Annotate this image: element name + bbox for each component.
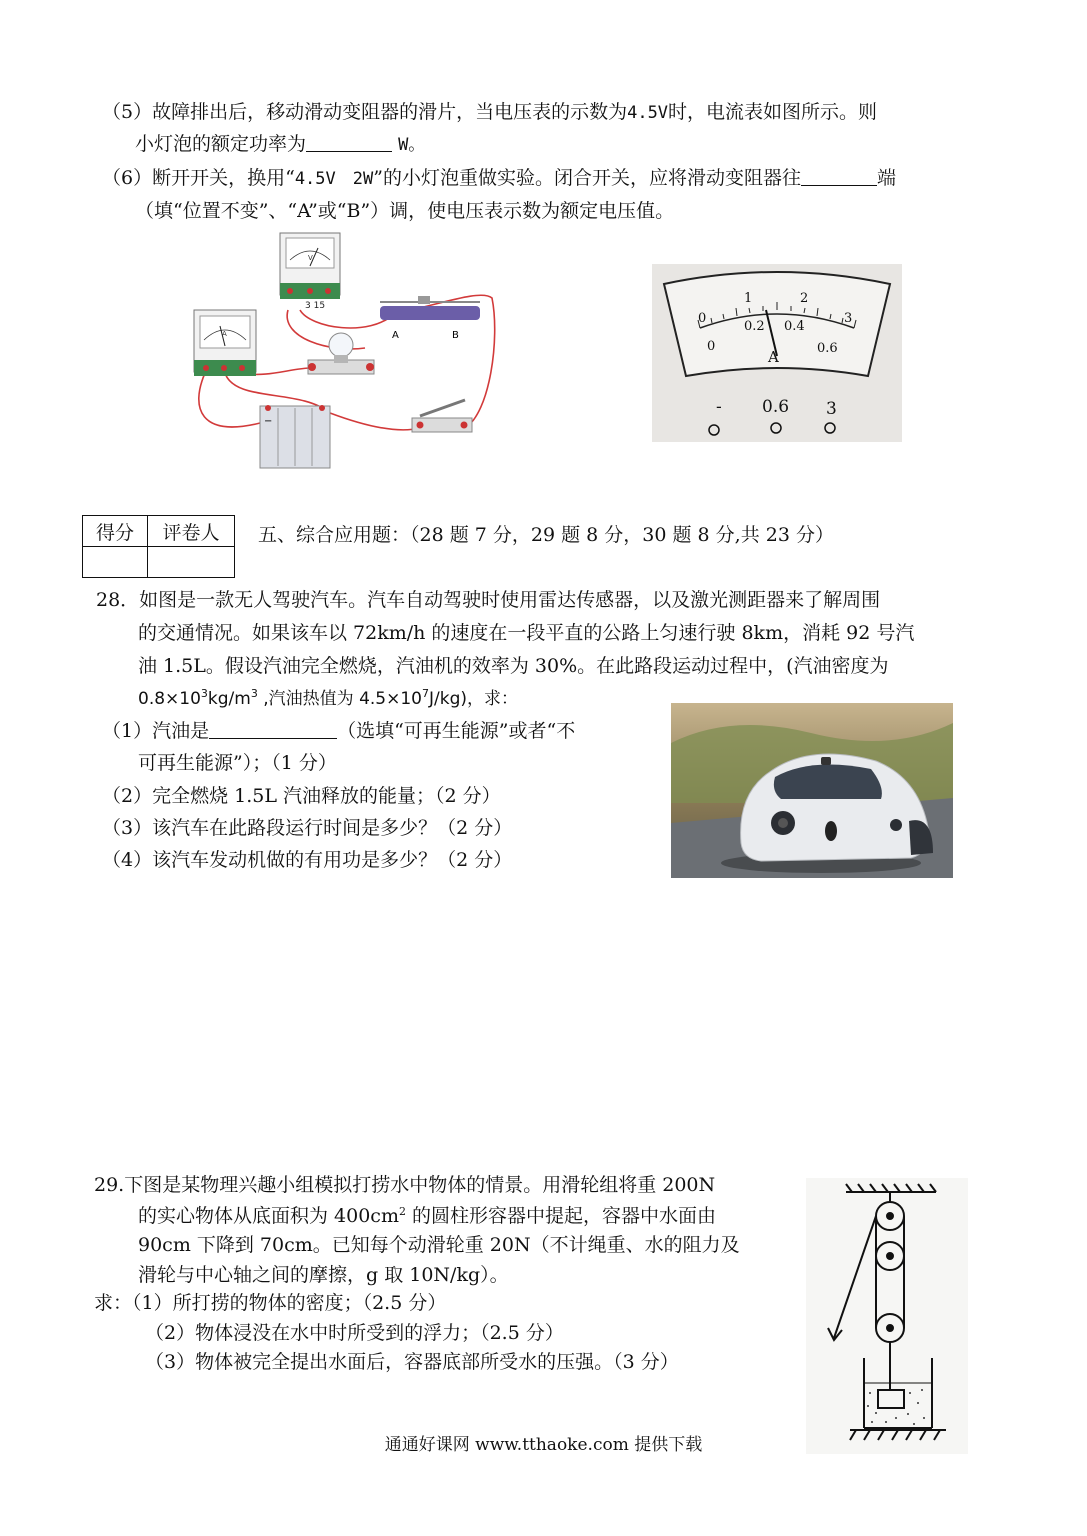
- ammeter: [194, 310, 256, 376]
- q28-line2: 的交通情况。如果该车以 72km/h 的速度在一段平直的公路上匀速行驶 8km，消耗 92 号汽: [138, 622, 915, 644]
- q27-p5-line2: [135, 131, 425, 158]
- bottom-tick-2: 0.4: [784, 319, 805, 334]
- q28-density-unit-exp: 3: [250, 687, 258, 700]
- score-table: [82, 515, 235, 578]
- grader-header: 评卷人: [148, 516, 235, 547]
- pulley-diagram: [806, 1178, 968, 1454]
- section5-title: 五、综合应用题：（28 题 7 分，29 题 8 分，30 题 8 分,共 23 分）: [258, 524, 834, 546]
- q28-density-value: 0.8×10: [138, 689, 201, 709]
- q29-line3: 90cm 下降到 70cm。已知每个动滑轮重 20N（不计绳重、水的阻力及: [138, 1234, 740, 1256]
- q27-p6-answer-blank[interactable]: [801, 165, 877, 186]
- circuit-diagram: [180, 228, 500, 478]
- q28-s2: （2）完全燃烧 1.5L 汽油释放的能量；（2 分）: [102, 785, 501, 807]
- q29-area-exp: 2: [398, 1205, 406, 1218]
- car-illustration: [671, 703, 953, 878]
- ammeter-dial: [652, 264, 902, 442]
- bottom-tick-1: 0.2: [744, 319, 765, 334]
- q28-s1-line2: 可再生能源”）；（1 分）: [138, 752, 337, 774]
- grader-cell[interactable]: [148, 547, 235, 578]
- q28-heat-exp: 7: [421, 687, 429, 700]
- svg-text:−: −: [264, 416, 273, 427]
- score-header: 得分: [83, 516, 148, 547]
- q27-p6-tail: 端: [876, 167, 896, 189]
- top-tick-2: 2: [800, 291, 809, 306]
- top-tick-0: 0: [698, 311, 707, 326]
- q28-s1-answer-blank[interactable]: [209, 718, 337, 739]
- q28-line4: [138, 686, 518, 712]
- q28-s4: （4）该汽车发动机做的有用功是多少？（2 分）: [102, 849, 513, 871]
- q28-s1: [102, 718, 575, 744]
- wire-switch: [330, 413, 420, 430]
- voltmeter-terminals-label: 3 15: [305, 301, 326, 311]
- q29-s2: （2）物体浸没在水中时所受到的浮力；（2.5 分）: [145, 1322, 564, 1344]
- q28-heat-value: ,汽油热值为 4.5×10: [257, 689, 422, 709]
- dial-unit: A: [768, 348, 779, 366]
- top-tick-3: 3: [844, 311, 853, 326]
- q28-line1: 28．如图是一款无人驾驶汽车。汽车自动驾驶时使用雷达传感器，以及激光测距器来了解周围: [96, 589, 881, 611]
- bottom-tick-0: 0: [707, 339, 716, 354]
- q27-p6-line2: [135, 198, 674, 224]
- q28-s3: （3）该汽车在此路段运行时间是多少？（2 分）: [102, 817, 513, 839]
- voltmeter-letter: V: [308, 254, 313, 262]
- score-cell[interactable]: [83, 547, 148, 578]
- rheostat: [380, 296, 480, 341]
- self-driving-car-photo: [671, 703, 953, 878]
- q28-line3: 油 1.5L。假设汽油完全燃烧，汽油机的效率为 30%。在此路段运动过程中，(汽油密度为: [138, 655, 889, 677]
- battery: [260, 405, 330, 468]
- q27-p6-bulb: 4.5V 2W: [294, 169, 374, 189]
- terminal-3: 3: [826, 399, 837, 419]
- q27-p5-answer-blank[interactable]: [306, 131, 392, 152]
- q27-p5-voltage: 4.5V: [627, 103, 669, 123]
- q28-density-exp: 3: [200, 687, 208, 700]
- q28-heat-unit: J/kg)，求：: [428, 689, 518, 709]
- page-footer: 通通好课网 www.tthaoke.com 提供下载: [384, 1435, 703, 1455]
- q27-p5-tail: 时，电流表如图所示。则: [668, 101, 878, 123]
- q29-line1: 29.下图是某物理兴趣小组模拟打捞水中物体的情景。用滑轮组将重 200N: [94, 1174, 716, 1196]
- rheostat-terminal-a: A: [392, 330, 399, 341]
- q29-s1: 求：（1）所打捞的物体的密度；（2.5 分）: [94, 1292, 447, 1314]
- q29-line2: [138, 1203, 716, 1229]
- q28-density-unit: kg/m: [207, 689, 251, 709]
- ammeter-letter: A: [222, 330, 227, 338]
- pulley-figure: [806, 1178, 968, 1454]
- terminal-minus: -: [716, 397, 722, 417]
- top-tick-1: 1: [744, 291, 753, 306]
- switch: [412, 400, 472, 432]
- q29-s3: （3）物体被完全提出水面后，容器底部所受水的压强。（3 分）: [145, 1351, 679, 1373]
- q27-p6-mid: ”的小灯泡重做实验。闭合开关，应将滑动变阻器往: [373, 167, 801, 189]
- bulb: [308, 333, 374, 374]
- q29-line4: 滑轮与中心轴之间的摩擦，g 取 10N/kg）。: [138, 1264, 509, 1286]
- q27-p5-line2-text: 小灯泡的额定功率为: [135, 133, 307, 155]
- q28-s1-head: （1）汽油是: [102, 720, 210, 742]
- ammeter-dial-figure: [652, 264, 902, 442]
- q27-p5-line1: [102, 99, 877, 126]
- q29-line2-head: 的实心物体从底面积为 400cm: [138, 1205, 399, 1227]
- rheostat-terminal-b: B: [452, 330, 459, 341]
- circuit-figure: [180, 228, 500, 478]
- q27-p5-text: （5）故障排出后，移动滑动变阻器的滑片，当电压表的示数为: [102, 101, 628, 123]
- q27-p5-unit: W。: [398, 135, 426, 155]
- bottom-tick-3: 0.6: [817, 341, 838, 356]
- q27-p6-head: （6）断开开关，换用“: [102, 167, 295, 189]
- q28-s1-tail: （选填“可再生能源”或者“不: [337, 720, 576, 742]
- q27-p6-line2-text: （填“位置不变”、“A”或“B”）调，使电压表示数为额定电压值。: [135, 200, 675, 222]
- q29-line2-tail: 的圆柱形容器中提起，容器中水面由: [405, 1205, 717, 1227]
- voltmeter: [280, 233, 340, 311]
- q27-p6-line1: [102, 165, 896, 192]
- terminal-0-6: 0.6: [762, 397, 790, 417]
